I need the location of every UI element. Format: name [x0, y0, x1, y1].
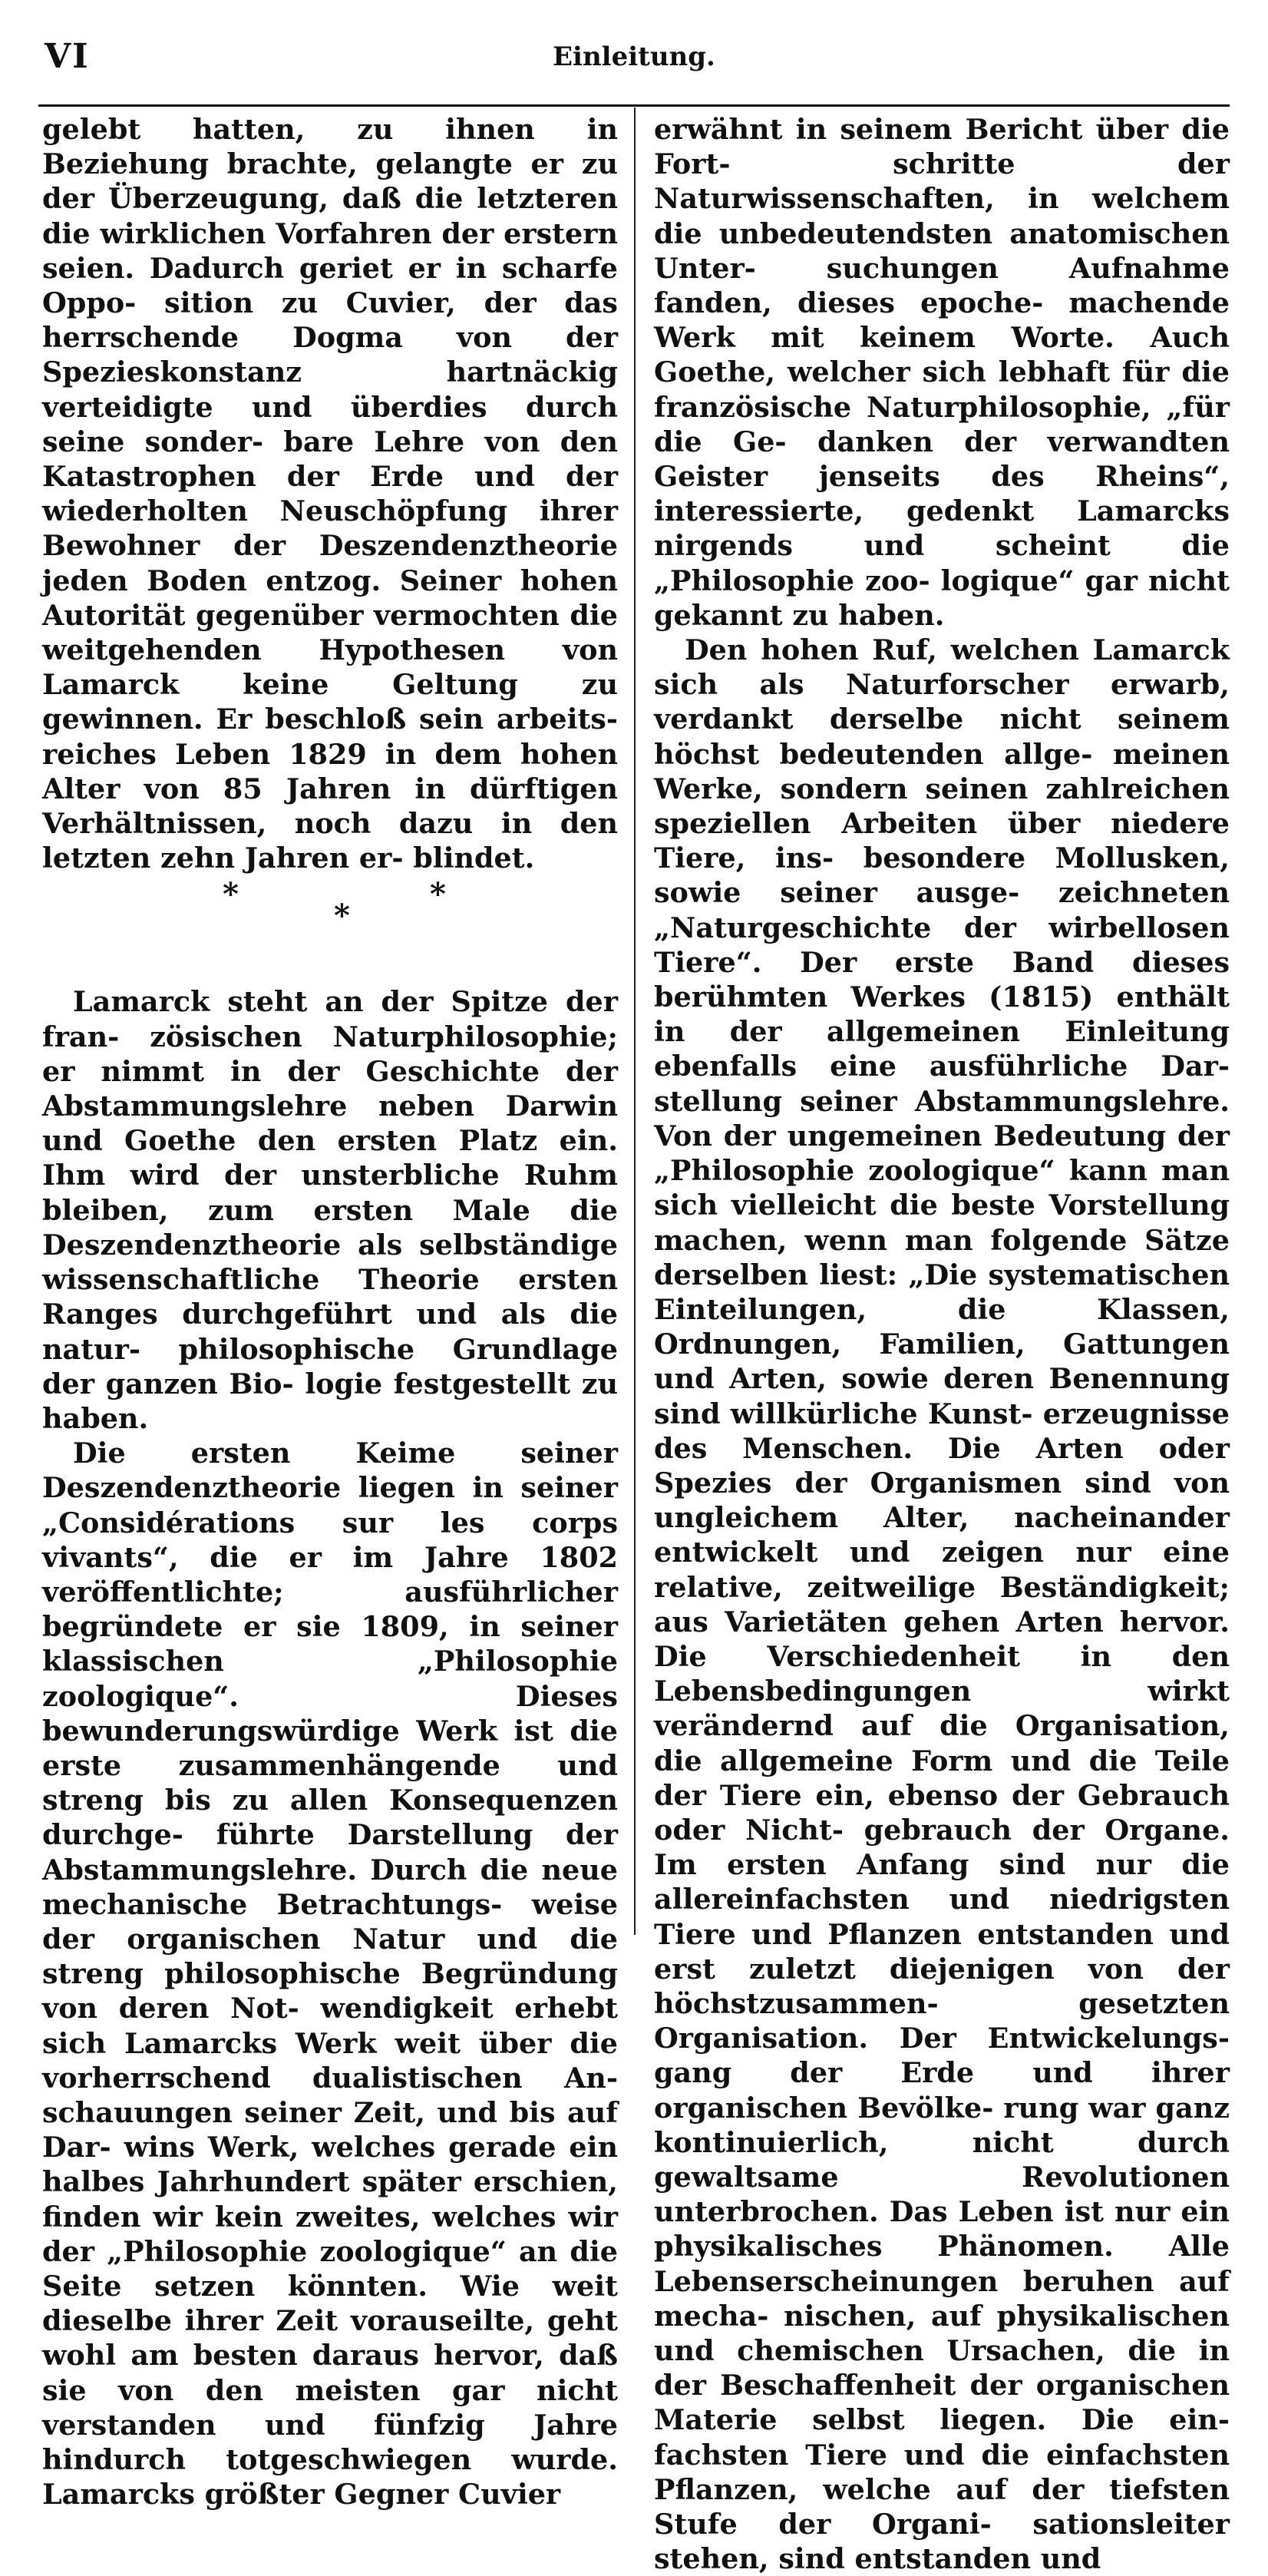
page-header	[38, 31, 1230, 84]
separator-star: *	[223, 876, 239, 913]
right-column	[654, 112, 1230, 2576]
separator-star: *	[430, 876, 446, 913]
left-paragraph-3: Die ersten Keime seiner Deszendenztheorie liegen in seiner „Considérations sur les corps vivants“, die er im Jahre 1802 veröffentlichte; ausführlicher begründete er sie 1809, in seiner klassischen „Philosophie zoologique“. Dieses bewunderungswürdige Werk ist die erste zusammenhängende und streng bis zu allen Konsequenzen durchge- führte Darstellung der Abstammungslehre. Durch die neue mechanische Betrachtungs- weise der organischen Natur und die streng philosophische Begründung von deren Not- wendigkeit erhebt sich Lamarcks Werk weit über die vorherrschend dualistischen An- schauungen seiner Zeit, und bis auf Dar- wins Werk, welches gerade ein halbes Jahrhundert später erschien, finden wir kein zweites, welches wir der „Philosophie zoologique“ an die Seite setzen könnten. Wie weit dieselbe ihrer Zeit vorauseilte, geht wohl am besten daraus hervor, daß sie von den meisten gar nicht verstanden und fünfzig Jahre hindurch totgeschwiegen wurde. Lamarcks größter Gegner Cuvier	[42, 1437, 618, 2512]
left-paragraph-2: Lamarck steht an der Spitze der fran- zösischen Naturphilosophie; er nimmt in der Geschichte der Abstammungslehre neben Darwin und Goethe den ersten Platz ein. Ihm wird der unsterbliche Ruhm bleiben, zum ersten Male die Deszendenztheorie als selbständige wissenschaftliche Theorie ersten Ranges durchgeführt und als die natur- philosophische Grundlage der ganzen Bio- logie festgestellt zu haben.	[42, 985, 618, 1435]
section-separator	[42, 877, 618, 969]
separator-star: *	[334, 898, 350, 934]
page-number: VI	[45, 37, 90, 76]
running-title: Einleitung.	[553, 41, 715, 72]
left-column	[42, 112, 618, 2512]
column-divider	[634, 107, 636, 1935]
right-paragraph-1: erwähnt in seinem Bericht über die Fort- schritte der Naturwissenschaften, in welchem die unbedeutendsten anatomischen Unter- suchungen Aufnahme fanden, dieses epoche- machende Werk mit keinem Worte. Auch Goethe, welcher sich lebhaft für die französische Naturphilosophie, „für die Ge- danken der verwandten Geister jenseits des Rheins“, interessierte, gedenkt Lamarcks nirgends und scheint die „Philosophie zoo- logique“ gar nicht gekannt zu haben.	[654, 113, 1230, 632]
right-paragraph-2: Den hohen Ruf, welchen Lamarck sich als Naturforscher erwarb, verdankt derselbe nicht seinem höchst bedeutenden allge- meinen Werke, sondern seinen zahlreichen speziellen Arbeiten über niedere Tiere, ins- besondere Mollusken, sowie seiner ausge- zeichneten „Naturgeschichte der wirbellosen Tiere“. Der erste Band dieses berühmten Werkes (1815) enthält in der allgemeinen Einleitung ebenfalls eine ausführliche Dar- stellung seiner Abstammungslehre. Von der ungemeinen Bedeutung der „Philosophie zoologique“ kann man sich vielleicht die beste Vorstellung machen, wenn man folgende Sätze derselben liest: „Die systematischen Einteilungen, die Klassen, Ordnungen, Familien, Gattungen und Arten, sowie deren Benennung sind willkürliche Kunst- erzeugnisse des Menschen. Die Arten oder Spezies der Organismen sind von ungleichem Alter, nacheinander entwickelt und zeigen nur eine relative, zeitweilige Beständigkeit; aus Varietäten gehen Arten hervor. Die Verschiedenheit in den Lebensbedingungen wirkt verändernd auf die Organisation, die allgemeine Form und die Teile der Tiere ein, ebenso der Gebrauch oder Nicht- gebrauch der Organe. Im ersten Anfang sind nur die allereinfachsten und niedrigsten Tiere und Pflanzen entstanden und erst zuletzt diejenigen von der höchstzusammen- gesetzten Organisation. Der Entwickelungs- gang der Erde und ihrer organischen Bevölke- rung war ganz kontinuierlich, nicht durch gewaltsame Revolutionen unterbrochen. Das Leben ist nur ein physikalisches Phänomen. Alle Lebenserscheinungen beruhen auf mecha- nischen, auf physikalischen und chemischen Ursachen, die in der Beschaffenheit der organischen Materie selbst liegen. Die ein- fachsten Tiere und die einfachsten Pflanzen, welche auf der tiefsten Stufe der Organi- sationsleiter stehen, sind entstanden und	[654, 633, 1230, 2576]
header-rule	[38, 104, 1230, 107]
left-paragraph-1: gelebt hatten, zu ihnen in Beziehung brachte, gelangte er zu der Überzeugung, daß die letzteren die wirklichen Vorfahren der erstern seien. Dadurch geriet er in scharfe Oppo- sition zu Cuvier, der das herrschende Dogma von der Spezieskonstanz hartnäckig verteidigte und überdies durch seine sonder- bare Lehre von den Katastrophen der Erde und der wiederholten Neuschöpfung ihrer Bewohner der Deszendenztheorie jeden Boden entzog. Seiner hohen Autorität gegenüber vermochten die weitgehenden Hypothesen von Lamarck keine Geltung zu gewinnen. Er beschloß sein arbeits- reiches Leben 1829 in dem hohen Alter von 85 Jahren in dürftigen Verhältnissen, noch dazu in den letzten zehn Jahren er- blindet.	[42, 113, 618, 875]
